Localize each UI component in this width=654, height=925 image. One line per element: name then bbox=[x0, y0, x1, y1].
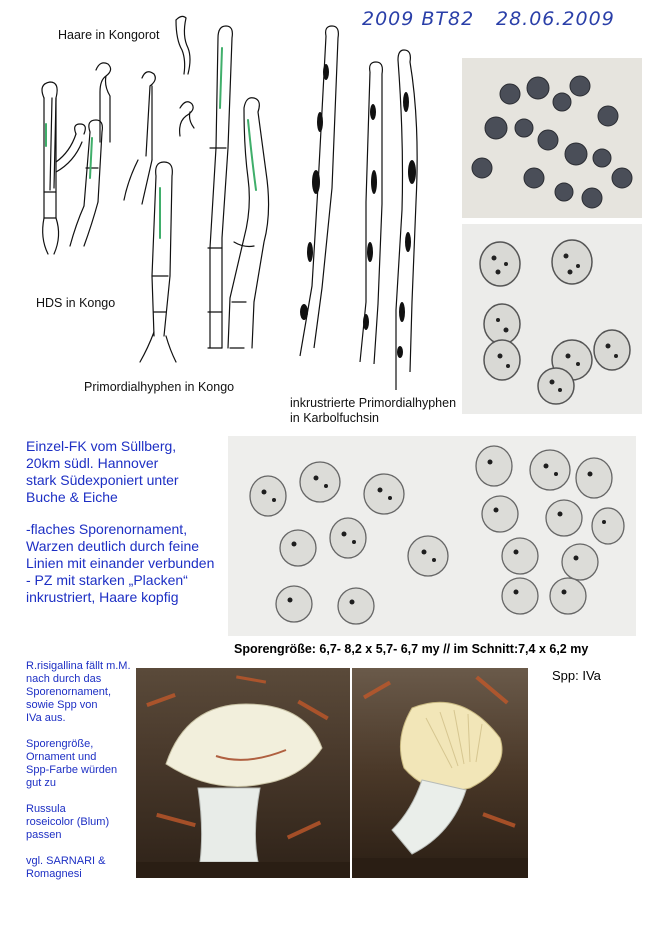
note-line: Spp-Farbe würden bbox=[26, 764, 118, 776]
label-inkrustiert-2: in Karbolfuchsin bbox=[290, 411, 379, 425]
note-line: sowie Spp von bbox=[26, 699, 98, 711]
label-haare: Haare in Kongorot bbox=[58, 28, 160, 42]
desc-line: -flaches Sporenornament, bbox=[26, 521, 188, 537]
field-description bbox=[26, 438, 214, 606]
label-inkrustiert-1: inkrustrierte Primordialhyphen bbox=[290, 396, 457, 410]
desc-line: Warzen deutlich durch feine bbox=[26, 538, 200, 554]
note-line: Russula bbox=[26, 803, 66, 815]
note-line: passen bbox=[26, 829, 62, 841]
desc-line: stark Südexponiert unter bbox=[26, 472, 179, 488]
note-line: gut zu bbox=[26, 777, 56, 789]
label-hds: HDS in Kongo bbox=[36, 296, 116, 310]
mushroom-photo-gills bbox=[352, 668, 528, 878]
spore-micrograph-overview bbox=[462, 58, 642, 218]
note-line: roseicolor (Blum) bbox=[26, 816, 110, 828]
spore-micrograph-detail bbox=[462, 224, 642, 414]
spore-micrograph-collage bbox=[228, 436, 636, 636]
side-notes bbox=[26, 660, 134, 881]
mushroom-photo-cap bbox=[136, 668, 350, 878]
record-number: 2009 BT82 bbox=[362, 8, 475, 30]
mushroom-cap bbox=[166, 704, 322, 787]
note-line: vgl. SARNARI & bbox=[26, 855, 106, 867]
desc-line: Einzel-FK vom Süllberg, bbox=[26, 438, 177, 454]
desc-line: Buche & Eiche bbox=[26, 489, 118, 505]
note-line: Sporenornament, bbox=[26, 686, 111, 698]
note-line: Sporengröße, bbox=[26, 738, 94, 750]
desc-line: Linien mit einander verbunden bbox=[26, 555, 215, 571]
spore-print-color: Spp: IVa bbox=[552, 668, 601, 683]
note-line: Ornament und bbox=[26, 751, 97, 763]
note-line: Romagnesi bbox=[26, 868, 82, 880]
desc-line: - PZ mit starken „Placken“ bbox=[26, 572, 188, 588]
note-line: R.risigallina fällt m.M. bbox=[26, 660, 131, 672]
desc-line: 20km südl. Hannover bbox=[26, 455, 159, 471]
spore-size: Sporengröße: 6,7- 8,2 x 5,7- 6,7 my // im Schnitt:7,4 x 6,2 my bbox=[234, 642, 589, 656]
label-primordial: Primordialhyphen in Kongo bbox=[84, 380, 235, 394]
record-date: 28.06.2009 bbox=[496, 8, 615, 30]
incrustation bbox=[323, 64, 329, 80]
note-line: nach durch das bbox=[26, 673, 102, 685]
note-line: IVa aus. bbox=[26, 712, 66, 724]
hyphae-drawings bbox=[30, 12, 470, 392]
desc-line: inkrustriert, Haare kopfig bbox=[26, 589, 179, 605]
